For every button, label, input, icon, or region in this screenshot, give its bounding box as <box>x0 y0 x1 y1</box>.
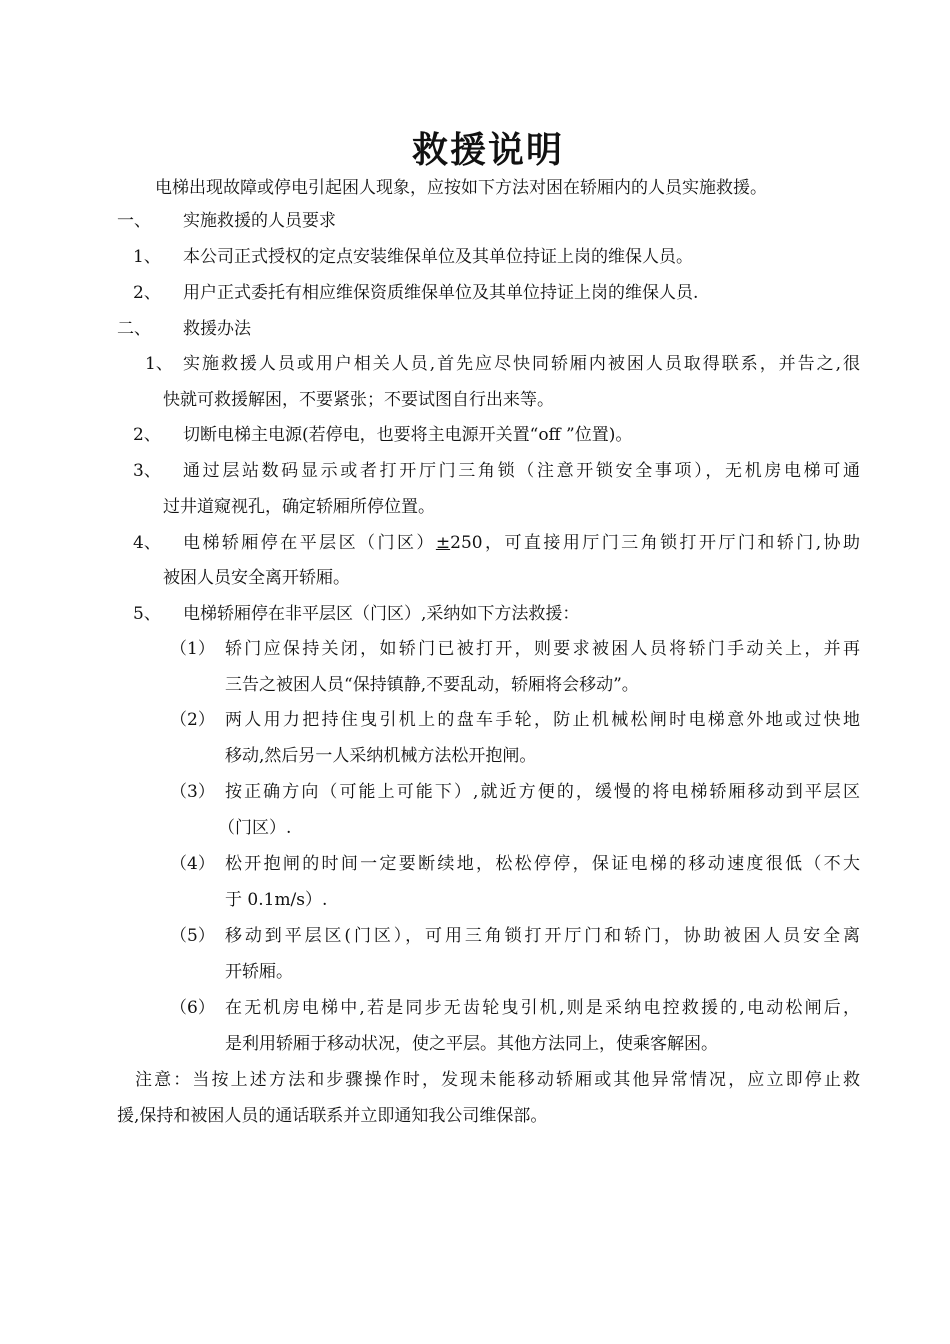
s2-item1-line1: 实施救援人员或用户相关人员,首先应尽快同轿厢内被困人员取得联系，并告之,很 <box>183 354 860 374</box>
s2-item4-text-b: 250，可直接用厅门三角锁打开厅门和轿门,协助 <box>450 533 861 553</box>
sub6-number: （6） <box>170 998 215 1018</box>
s2-item3-line2: 过井道窥视孔，确定轿厢所停位置。 <box>163 497 435 517</box>
sub5-number: （5） <box>170 926 215 946</box>
sub1-line1: 轿门应保持关闭，如轿门已被打开，则要求被困人员将轿门手动关上，并再 <box>225 639 860 659</box>
sub4-number: （4） <box>170 854 215 874</box>
s2-item2-line1: 切断电梯主电源(若停电，也要将主电源开关置“off ”位置)。 <box>183 425 633 445</box>
s2-item4-line1 <box>183 531 860 555</box>
sub3-line1: 按正确方向（可能上可能下）,就近方便的，缓慢的将电梯轿厢移动到平层区 <box>225 782 860 802</box>
s1-item1-number: 1、 <box>133 247 161 267</box>
s2-item1-line2: 快就可救援解困，不要紧张；不要试图自行出来等。 <box>163 390 554 410</box>
section2-number: 二、 <box>117 319 151 339</box>
section2-heading: 救援办法 <box>183 319 251 339</box>
s2-item3-number: 3、 <box>133 461 161 481</box>
document-title: 救援说明 <box>411 129 564 171</box>
intro-paragraph: 电梯出现故障或停电引起困人现象，应按如下方法对困在轿厢内的人员实施救援。 <box>155 178 767 198</box>
note-line2: 援,保持和被困人员的通话联系并立即通知我公司维保部。 <box>117 1106 548 1126</box>
s1-item2-text: 用户正式委托有相应维保资质维保单位及其单位持证上岗的维保人员. <box>183 283 699 303</box>
sub5-line1: 移动到平层区(门区），可用三角锁打开厅门和轿门，协助被困人员安全离 <box>225 926 860 946</box>
s2-item5-line1: 电梯轿厢停在非平层区（门区）,采纳如下方法救援： <box>183 604 580 624</box>
sub2-line1: 两人用力把持住曳引机上的盘车手轮，防止机械松闸时电梯意外地或过快地 <box>225 710 860 730</box>
s2-item5-number: 5、 <box>133 604 161 624</box>
plus-minus-symbol: ± <box>435 533 451 553</box>
s2-item3-line1: 通过层站数码显示或者打开厅门三角锁（注意开锁安全事项），无机房电梯可通 <box>183 461 860 481</box>
section1-number: 一、 <box>117 211 151 231</box>
sub6-line2: 是利用轿厢于移动状况，使之平层。其他方法同上，使乘客解困。 <box>225 1034 718 1054</box>
s1-item1-text: 本公司正式授权的定点安装维保单位及其单位持证上岗的维保人员。 <box>183 247 693 267</box>
sub4-line1: 松开抱闸的时间一定要断续地，松松停停，保证电梯的移动速度很低（不大 <box>225 854 860 874</box>
section1-heading: 实施救援的人员要求 <box>183 211 336 231</box>
sub4-line2: 于 0.1m/s）. <box>225 890 328 910</box>
s2-item2-number: 2、 <box>133 425 161 445</box>
sub1-line2: 三告之被困人员“保持镇静,不要乱动，轿厢将会移动”。 <box>225 675 639 695</box>
sub3-line2: （门区）. <box>218 818 292 838</box>
s2-item1-number: 1、 <box>145 354 173 374</box>
s2-item4-text-a: 电梯轿厢停在平层区（门区） <box>183 533 436 553</box>
s2-item4-line2: 被困人员安全离开轿厢。 <box>163 568 350 588</box>
s2-item4-number: 4、 <box>133 533 161 553</box>
sub2-number: （2） <box>170 710 215 730</box>
s1-item2-number: 2、 <box>133 283 161 303</box>
sub1-number: （1） <box>170 639 215 659</box>
sub2-line2: 移动,然后另一人采纳机械方法松开抱闸。 <box>225 746 537 766</box>
sub3-number: （3） <box>170 782 215 802</box>
note-line1: 注意：当按上述方法和步骤操作时，发现未能移动轿厢或其他异常情况，应立即停止救 <box>135 1070 860 1090</box>
sub6-line1: 在无机房电梯中,若是同步无齿轮曳引机,则是采纳电控救援的,电动松闸后， <box>225 998 860 1018</box>
sub5-line2: 开轿厢。 <box>225 962 293 982</box>
